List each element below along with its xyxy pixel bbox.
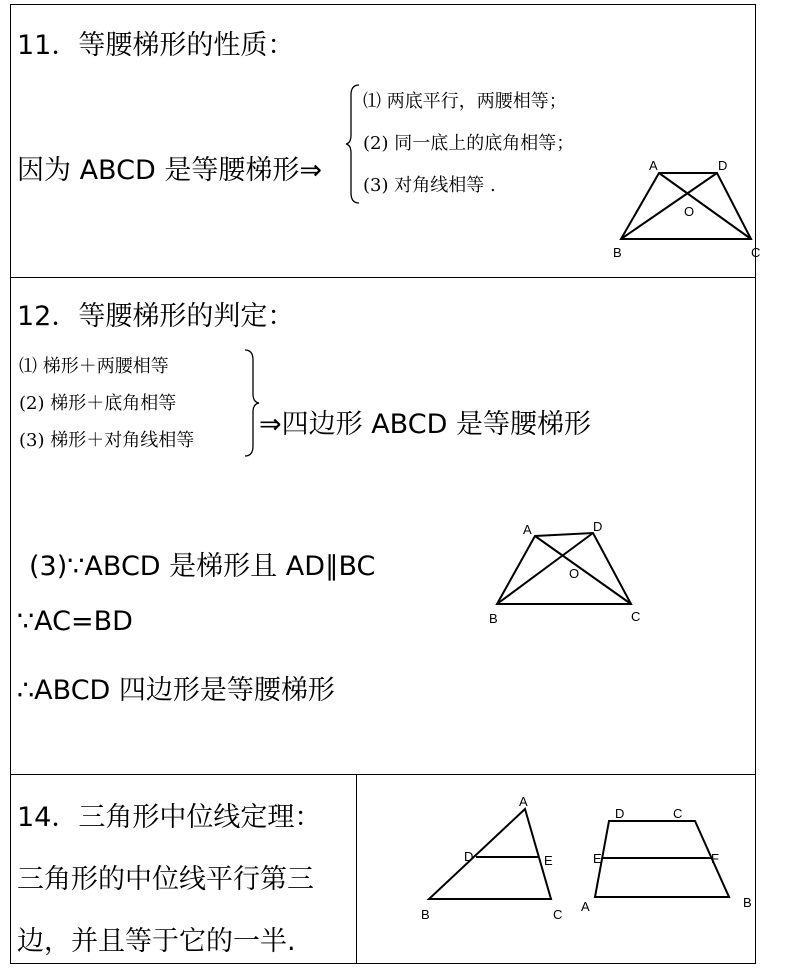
brace-icon <box>345 83 363 205</box>
section-11 <box>10 4 761 278</box>
label-A: A <box>523 522 532 537</box>
section-14-title: 14．三角形中位线定理： <box>17 802 322 833</box>
triangle-midline-figure <box>413 791 563 931</box>
isosceles-trapezoid-figure-2 <box>483 518 643 628</box>
section-14-line-3: 边，并且等于它的一半. <box>17 926 296 957</box>
condition-3: (3) 梯形＋对角线相等 <box>19 430 195 451</box>
label-A: A <box>581 899 590 914</box>
property-2: (2) 同一底上的底角相等； <box>363 133 575 154</box>
section-14-line-2: 三角形的中位线平行第三 <box>17 864 314 895</box>
label-C: C <box>631 609 641 624</box>
label-C: C <box>673 806 683 821</box>
proof-line-3: ∴ABCD 四边形是等腰梯形 <box>17 675 335 706</box>
label-O: O <box>684 204 695 219</box>
isosceles-trapezoid-figure <box>607 153 761 265</box>
trapezoid-midline-figure <box>581 801 757 921</box>
condition-2: (2) 梯形＋底角相等 <box>19 393 177 414</box>
label-A: A <box>649 158 658 173</box>
label-B: B <box>421 907 430 922</box>
section-11-lead: 因为 ABCD 是等腰梯形⇒ <box>17 155 322 186</box>
proof-line-1: (3)∵ABCD 是梯形且 AD∥BC <box>29 551 376 582</box>
label-D: D <box>615 806 625 821</box>
condition-1: ⑴ 梯形＋两腰相等 <box>19 356 169 377</box>
section-11-title: 11．等腰梯形的性质： <box>17 30 295 61</box>
label-C: C <box>751 245 761 260</box>
section-12 <box>10 277 756 775</box>
judgement-result: ⇒四边形 ABCD 是等腰梯形 <box>259 409 591 440</box>
label-B: B <box>743 895 752 910</box>
label-E: E <box>593 851 602 866</box>
proof-line-2: ∵AC=BD <box>17 606 133 637</box>
label-E: E <box>544 853 553 868</box>
label-D: D <box>593 519 603 534</box>
section-14-figures <box>356 774 756 964</box>
label-D: D <box>718 158 728 173</box>
label-D: D <box>464 849 474 864</box>
label-B: B <box>613 245 622 260</box>
section-14-text <box>10 774 357 964</box>
label-B: B <box>489 611 498 626</box>
section-12-title: 12．等腰梯形的判定： <box>17 301 295 332</box>
property-3: (3) 对角线相等 . <box>363 175 496 196</box>
label-C: C <box>553 907 563 922</box>
label-O: O <box>569 566 580 581</box>
label-F: F <box>711 851 719 866</box>
property-1: ⑴ 两底平行，两腰相等； <box>363 91 567 112</box>
label-A: A <box>519 794 528 809</box>
